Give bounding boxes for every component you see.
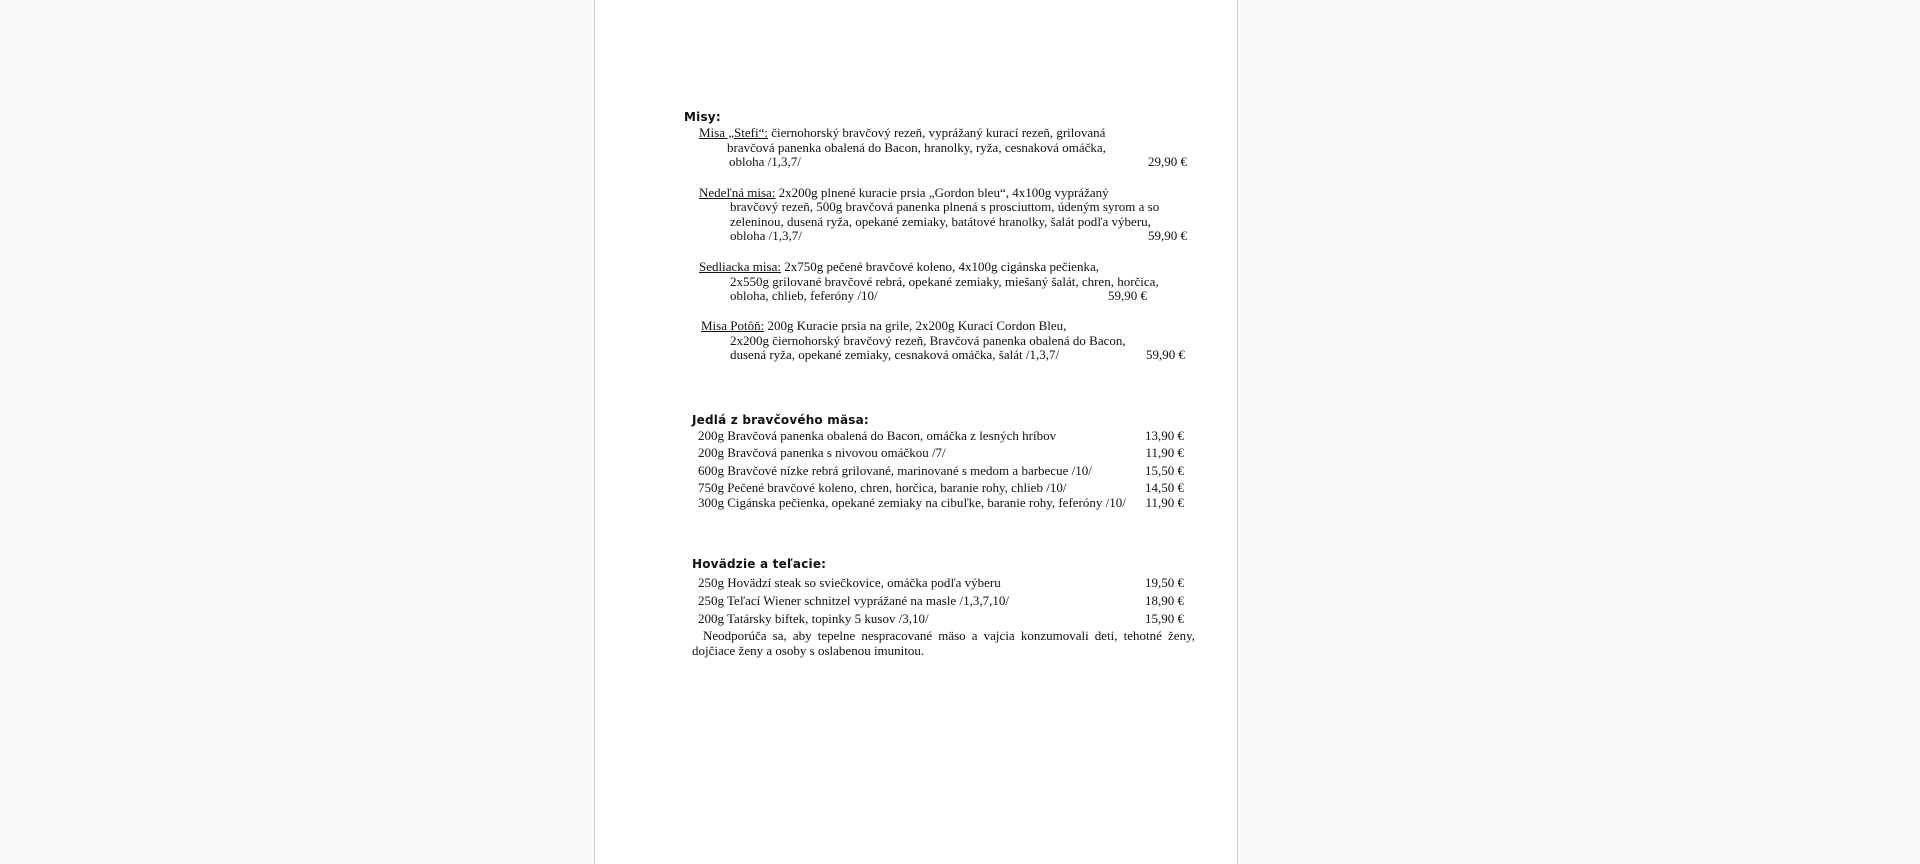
- menu-item-price: 11,90 €: [1145, 445, 1184, 460]
- platter-stefi-line2: bravčová panenka obalená do Bacon, hranolky, ryža, cesnaková omáčka,: [727, 140, 1106, 155]
- page-content: [595, 0, 1237, 864]
- menu-item-price: 18,90 €: [1145, 593, 1184, 608]
- platter-nedelna-desc1: 2x200g plnené kuracie prsia „Gordon bleu“, 4x100g vyprážaný: [775, 185, 1109, 200]
- platter-stefi-name: Misa „Stefi“:: [699, 125, 768, 140]
- menu-item-price: 19,50 €: [1145, 575, 1184, 590]
- platter-poton-name: Misa Potôň:: [701, 318, 765, 333]
- platter-poton-desc1: 200g Kuracie prsia na grile, 2x200g Kurací Cordon Bleu,: [764, 318, 1067, 333]
- document-page: [594, 0, 1238, 864]
- platter-stefi-price: 29,90 €: [1148, 154, 1187, 169]
- platter-nedelna-line4: obloha /1,3,7/: [730, 228, 802, 243]
- menu-item-text: 750g Pečené bravčové koleno, chren, horčica, baranie rohy, chlieb /10/: [698, 480, 1067, 495]
- raw-meat-warning-note: Neodporúča sa, aby tepelne nespracované mäso a vajcia konzumovali deti, tehotné ženy, dojčiace ženy a osoby s oslabenou imunitou.: [692, 628, 1195, 658]
- menu-item-text: 250g Teľací Wiener schnitzel vyprážané na masle /1,3,7,10/: [698, 593, 1009, 608]
- platter-nedelna-line2: bravčový rezeň, 500g bravčová panenka plnená s prosciuttom, údeným syrom a so: [730, 199, 1160, 214]
- menu-item-text: 200g Tatársky biftek, topinky 5 kusov /3,10/: [698, 611, 929, 626]
- menu-item-price: 15,50 €: [1145, 463, 1184, 478]
- section-heading-hovadzie: Hovädzie a teľacie:: [692, 557, 827, 571]
- menu-item-text: 250g Hovädzí steak so sviečkovice, omáčka podľa výberu: [698, 575, 1001, 590]
- platter-poton-price: 59,90 €: [1146, 347, 1185, 362]
- platter-stefi-line3: obloha /1,3,7/: [729, 154, 801, 169]
- platter-nedelna-name: Nedeľná misa:: [699, 185, 776, 200]
- platter-poton-line2: 2x200g čiernohorský bravčový rezeň, Bravčová panenka obalená do Bacon,: [730, 333, 1126, 348]
- platter-poton-line3: dusená ryža, opekané zemiaky, cesnaková omáčka, šalát /1,3,7/: [730, 347, 1060, 362]
- menu-item-text: 200g Bravčová panenka s nivovou omáčkou /7/: [698, 445, 946, 460]
- menu-item-text: 200g Bravčová panenka obalená do Bacon, omáčka z lesných hríbov: [698, 428, 1057, 443]
- platter-sedliacka-line2: 2x550g grilované bravčové rebrá, opekané zemiaky, miešaný šalát, chren, horčica,: [730, 274, 1159, 289]
- platter-poton-line1: [701, 318, 1066, 333]
- platter-nedelna-price: 59,90 €: [1148, 228, 1187, 243]
- platter-nedelna-line3: zeleninou, dusená ryža, opekané zemiaky, batátové hranolky, šalát podľa výberu,: [730, 214, 1151, 229]
- platter-sedliacka-desc1: 2x750g pečené bravčové koleno, 4x100g cigánska pečienka,: [780, 259, 1099, 274]
- menu-item-text: 300g Cigánska pečienka, opekané zemiaky na cibuľke, baranie rohy, feferóny /10/: [698, 495, 1126, 510]
- menu-item-price: 14,50 €: [1145, 480, 1184, 495]
- section-heading-bravcove: Jedlá z bravčového mäsa:: [692, 413, 869, 427]
- platter-sedliacka-price: 59,90 €: [1108, 288, 1147, 303]
- menu-item-text: 600g Bravčové nízke rebrá grilované, marinované s medom a barbecue /10/: [698, 463, 1092, 478]
- section-heading-misy: Misy:: [684, 110, 721, 124]
- platter-stefi-line1: [699, 125, 1105, 140]
- platter-nedelna-line1: [699, 185, 1109, 200]
- menu-item-price: 15,90 €: [1145, 611, 1184, 626]
- platter-sedliacka-name: Sedliacka misa:: [699, 259, 781, 274]
- menu-item-price: 13,90 €: [1145, 428, 1184, 443]
- menu-item-price: 11,90 €: [1145, 495, 1184, 510]
- platter-sedliacka-line1: [699, 259, 1099, 274]
- platter-sedliacka-line3: obloha, chlieb, feferóny /10/: [730, 288, 878, 303]
- platter-stefi-desc1: čiernohorský bravčový rezeň, vyprážaný kurací rezeň, grilovaná: [767, 125, 1106, 140]
